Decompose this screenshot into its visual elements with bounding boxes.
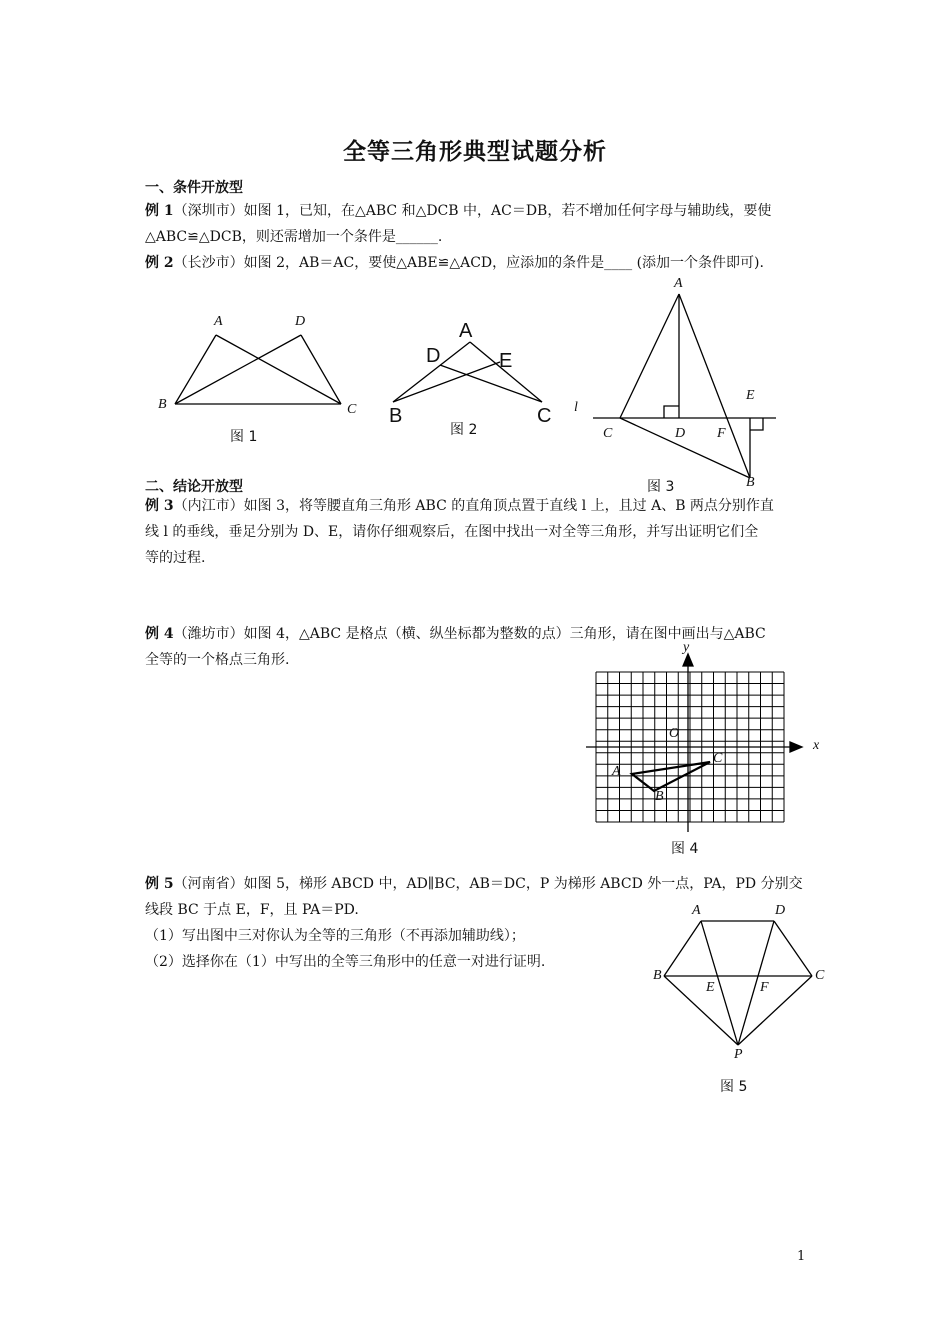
page-title: 全等三角形典型试题分析 [343,139,607,165]
fig4-label-c: C [713,751,723,766]
fig1-label-b: B [158,397,167,412]
example-4-label: 例 4 [145,626,174,642]
fig5-segment-bp [664,976,738,1045]
example-5-line1: （河南省）如图 5，梯形 ABCD 中，AD∥BC，AB＝DC，P 为梯形 ABCD 外一点，PA，PD 分别交 [173,876,803,892]
example-1-label: 例 1 [145,203,174,219]
example-3-line3: 等的过程. [145,550,206,566]
fig5-label-f: F [760,980,769,995]
fig2-label-d: D [426,345,441,367]
example-1-line2: △ABC≌△DCB，则还需增加一个条件是______. [145,229,443,245]
example-2-line1: （长沙市）如图 2，AB＝AC，要使△ABE≌△ACD，应添加的条件是____ (添加一个条件即可). [173,255,764,271]
example-5-question-2: （2）选择你在（1）中写出的全等三角形中的任意一对进行证明. [145,954,546,970]
fig4-caption: 图 4 [671,841,699,857]
fig2-label-b: B [389,405,403,427]
example-3-line2: 线 l 的垂线，垂足分别为 D、E，请你仔细观察后，在图中找出一对全等三角形，并写出证明它们全 [145,524,759,540]
fig3-label-l: l [574,400,578,415]
fig2-label-c: C [537,405,552,427]
fig4-label-x: x [813,738,820,753]
section-heading-1: 一、条件开放型 [145,180,243,196]
fig5-label-c: C [815,968,825,983]
fig1-label-c: C [347,402,357,417]
fig4-label-b: B [655,789,664,804]
example-2-label: 例 2 [145,255,174,271]
fig1-caption: 图 1 [230,429,258,445]
fig1-label-d: D [295,314,306,329]
fig5-segment-cp [738,976,812,1045]
fig2-caption: 图 2 [450,422,478,438]
example-3-label: 例 3 [145,498,174,514]
fig4-label-o: O [669,726,680,741]
fig5-segment-ab [664,921,701,976]
fig3-label-a: A [674,276,683,291]
fig3-label-f: F [717,426,726,441]
fig3-label-d: D [675,426,686,441]
example-3-line1: （内江市）如图 3，将等腰直角三角形 ABC 的直角顶点置于直线 l 上，且过 A、B 两点分别作直 [173,498,774,514]
example-5-question-1: （1）写出图中三对你认为全等的三角形（不再添加辅助线）； [145,928,525,944]
fig5-label-e: E [706,980,715,995]
fig1-label-a: A [214,314,223,329]
fig5-label-d: D [775,903,786,918]
fig5-caption: 图 5 [720,1079,748,1095]
example-5-line2: 线段 BC 于点 E，F，且 PA＝PD. [145,902,359,918]
fig5-label-p: P [734,1047,743,1062]
fig3-label-e: E [746,388,755,403]
example-4-line2: 全等的一个格点三角形. [145,652,290,668]
fig5-label-a: A [692,903,701,918]
fig3-label-b: B [746,475,755,490]
section-heading-2: 二、结论开放型 [145,479,243,495]
fig3-label-c: C [603,426,613,441]
page-number: 1 [797,1249,806,1264]
example-5-label: 例 5 [145,876,174,892]
fig5-segment-dc [774,921,812,976]
example-1-line1: （深圳市）如图 1，已知，在△ABC 和△DCB 中，AC＝DB，若不增加任何字母与辅助线，要使 [173,203,772,219]
example-4-line1: （潍坊市）如图 4，△ABC 是格点（横、纵坐标都为整数的点）三角形，请在图中画出与△ABC [173,626,766,642]
fig4-label-a: A [612,764,621,779]
fig2-label-a: A [459,320,473,342]
fig5-label-b: B [653,968,662,983]
fig3-caption: 图 3 [647,479,675,495]
fig2-label-e: E [499,350,513,372]
fig4-label-y: y [683,640,690,655]
